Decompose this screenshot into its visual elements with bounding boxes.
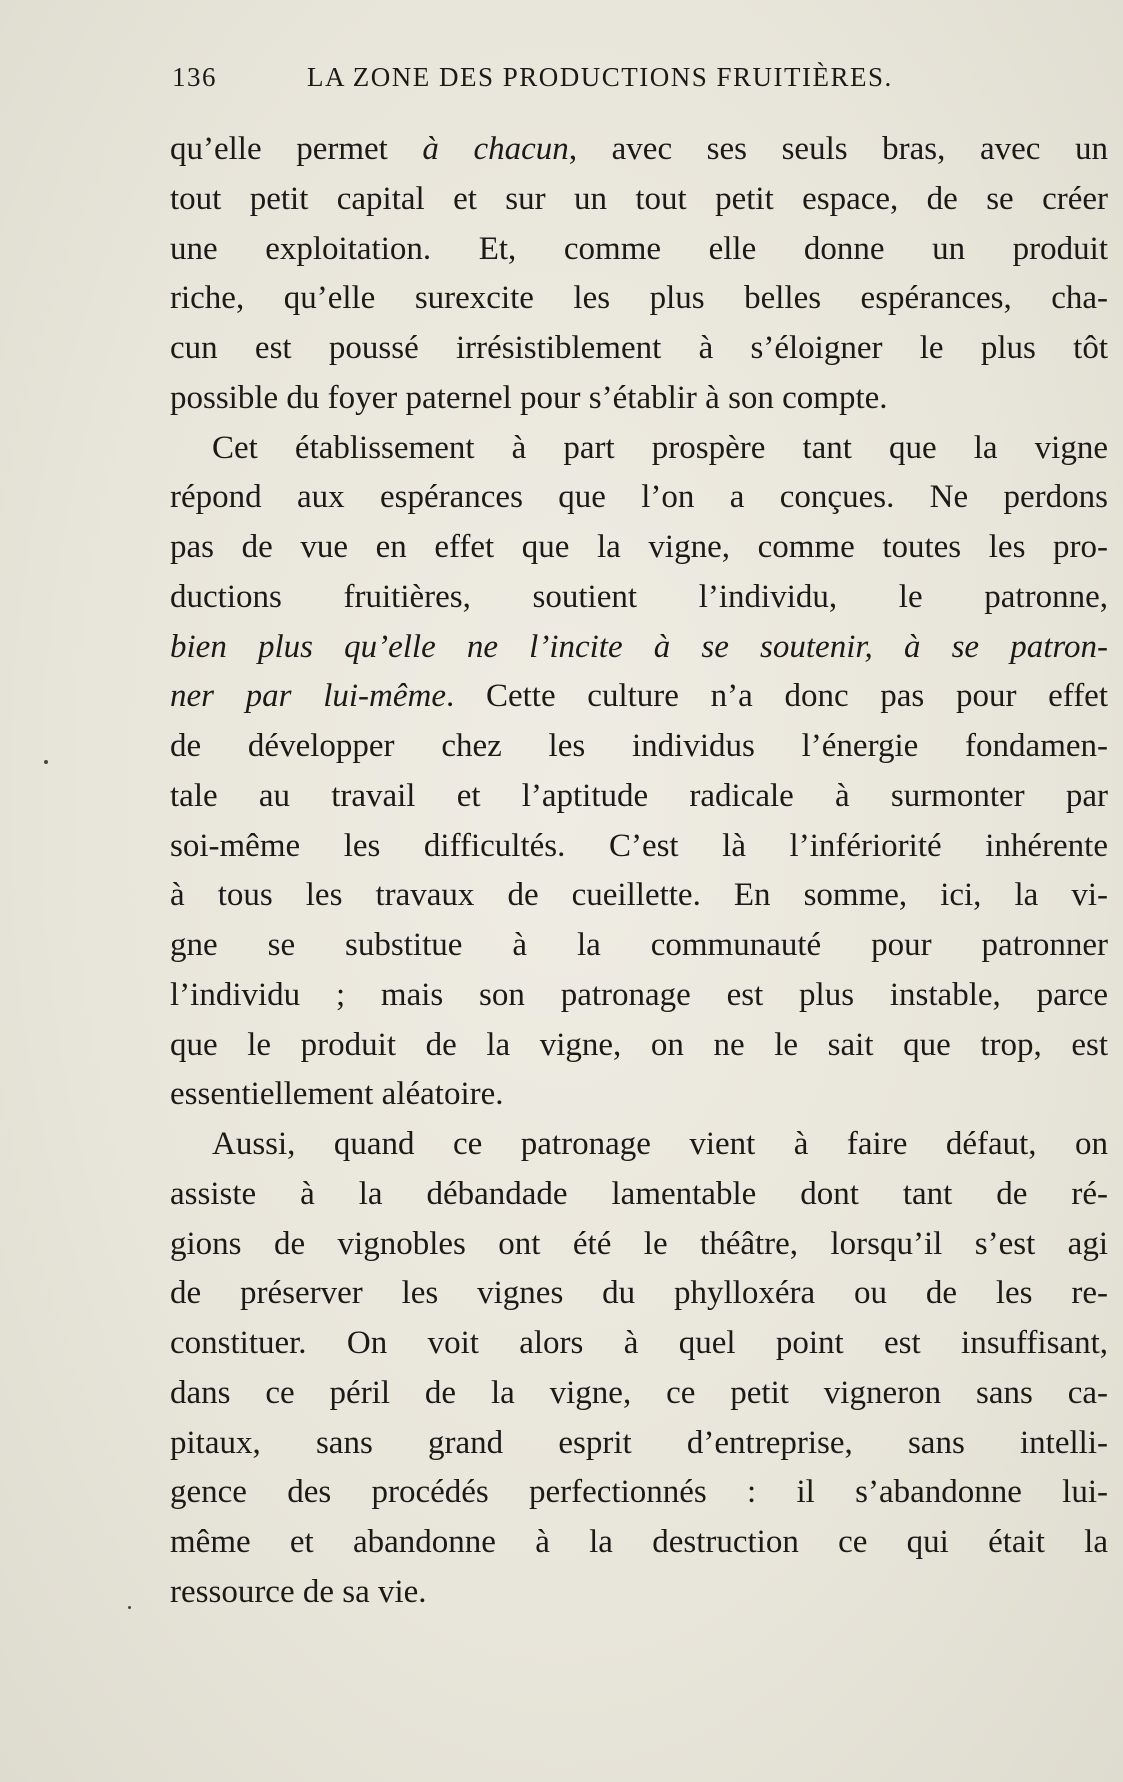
text-segment: tout petit capital et sur un tout petit espace, de se créer — [170, 180, 1108, 217]
text-line — [170, 125, 1108, 175]
text-segment: ductions fruitières, soutient l’individu, le patronne, — [170, 578, 1108, 615]
text-segment: Aussi, quand ce patronage vient à faire défaut, on — [212, 1126, 1108, 1162]
text-segment: assiste à la débandade lamentable dont tant de ré- — [170, 1175, 1108, 1212]
text-segment: ressource de sa vie. — [170, 1573, 427, 1610]
text-line — [170, 523, 1108, 573]
text-segment: une exploitation. Et, comme elle donne un produit — [170, 230, 1108, 267]
page-number: 136 — [172, 62, 217, 92]
text-line — [170, 424, 1108, 474]
paper-speck — [44, 760, 48, 764]
text-line — [170, 1518, 1108, 1568]
text-segment: Cet établissement à part prospère tant que la vigne — [212, 429, 1108, 466]
text-line — [170, 573, 1108, 623]
text-line — [170, 225, 1108, 275]
text-line — [170, 1021, 1108, 1071]
text-segment: dans ce péril de la vigne, ce petit vigneron sans ca- — [170, 1374, 1108, 1411]
text-line — [170, 1419, 1108, 1469]
text-segment: répond aux espérances que l’on a conçues. Ne perdons — [170, 479, 1108, 516]
text-line — [170, 971, 1108, 1021]
text-line — [170, 871, 1108, 921]
text-line — [170, 473, 1108, 523]
text-segment: , avec ses seuls bras, avec un — [568, 131, 1109, 167]
text-line — [170, 175, 1108, 225]
text-line — [170, 921, 1108, 971]
italic-text: bien plus qu’elle ne l’incite à se soutenir, à se patron- — [170, 628, 1108, 665]
text-line — [170, 1319, 1108, 1369]
running-head-title: LA ZONE DES PRODUCTIONS FRUITIÈRES. — [307, 62, 893, 92]
text-line — [170, 1070, 1108, 1120]
text-line — [170, 274, 1108, 324]
body-text — [170, 125, 1108, 1618]
text-segment: pitaux, sans grand esprit d’entreprise, sans intelli- — [170, 1424, 1108, 1461]
running-head — [172, 62, 992, 102]
text-segment: possible du foyer paternel pour s’établir à son compte. — [170, 379, 888, 416]
text-line — [170, 1120, 1108, 1170]
text-segment: pas de vue en effet que la vigne, comme toutes les pro- — [170, 529, 1108, 565]
text-segment: de développer chez les individus l’énergie fondamen- — [170, 728, 1108, 764]
text-line — [170, 1468, 1108, 1518]
text-line — [170, 722, 1108, 772]
text-segment: à tous les travaux de cueillette. En somme, ici, la vi- — [170, 877, 1108, 914]
text-line — [170, 1170, 1108, 1220]
text-line — [170, 772, 1108, 822]
text-segment: cun est poussé irrésistiblement à s’éloigner le plus tôt — [170, 330, 1108, 366]
text-line — [170, 1568, 1108, 1618]
text-segment: que le produit de la vigne, on ne le sait que trop, est — [170, 1026, 1108, 1063]
text-line — [170, 1269, 1108, 1319]
text-line — [170, 374, 1108, 424]
text-segment: même et abandonne à la destruction ce qui était la — [170, 1524, 1108, 1560]
text-segment: de préserver les vignes du phylloxéra ou de les re- — [170, 1275, 1108, 1312]
text-segment: gence des procédés perfectionnés : il s’abandonne lui- — [170, 1474, 1108, 1511]
text-segment: essentiellement aléatoire. — [170, 1076, 504, 1113]
text-line — [170, 1369, 1108, 1419]
paper-speck — [128, 1606, 131, 1609]
text-line — [170, 623, 1108, 673]
text-line — [170, 1220, 1108, 1270]
text-line — [170, 822, 1108, 872]
text-segment: constituer. On voit alors à quel point est insuffisant, — [170, 1325, 1108, 1361]
text-segment: riche, qu’elle surexcite les plus belles espérances, cha- — [170, 280, 1108, 317]
text-segment: . Cette culture n’a donc pas pour effet — [446, 678, 1108, 715]
text-segment: gne se substitue à la communauté pour patronner — [170, 927, 1108, 963]
text-segment: soi-même les difficultés. C’est là l’infériorité inhérente — [170, 827, 1108, 864]
text-segment: l’individu ; mais son patronage est plus instable, parce — [170, 976, 1108, 1013]
text-line — [170, 324, 1108, 374]
italic-text: ner par lui-même — [170, 678, 447, 715]
text-line — [170, 672, 1108, 722]
text-segment: qu’elle permet — [170, 131, 423, 167]
text-segment: gions de vignobles ont été le théâtre, lorsqu’il s’est agi — [170, 1225, 1108, 1262]
text-segment: tale au travail et l’aptitude radicale à surmonter par — [170, 777, 1108, 814]
italic-text: à chacun — [422, 131, 569, 167]
